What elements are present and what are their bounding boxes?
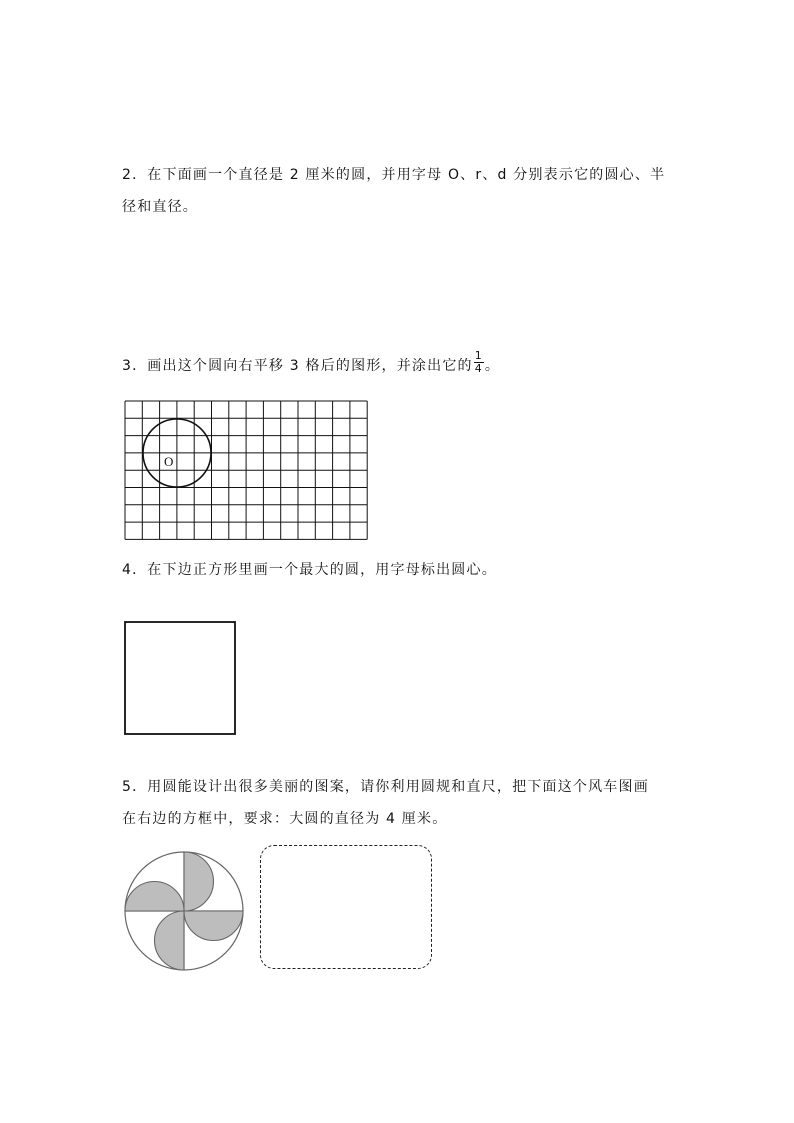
question-2	[122, 159, 682, 223]
question-3-text-end: 。	[484, 358, 501, 374]
question-4-line-1: 4．在下边正方形里画一个最大的圆，用字母标出圆心。	[122, 562, 497, 578]
fraction-denominator: 4	[474, 361, 483, 375]
question-2-line-2: 径和直径。	[122, 199, 198, 215]
question-4	[122, 554, 682, 586]
fraction-numerator: 1	[474, 348, 483, 362]
pinwheel-blade-left	[125, 882, 184, 912]
question-3-text: 3．画出这个圆向右平移 3 格后的图形，并涂出它的	[122, 358, 473, 374]
square-figure	[124, 621, 237, 735]
pinwheel-blade-bottom	[155, 911, 185, 970]
question-5	[122, 771, 682, 835]
question-3	[122, 350, 682, 382]
answer-square	[125, 622, 235, 734]
pinwheel-figure	[123, 850, 245, 972]
answer-drawing-frame	[260, 845, 432, 969]
grid-lines	[125, 401, 367, 539]
question-5-line-1: 5．用圆能设计出很多美丽的图案，请你利用圆规和直尺，把下面这个风车图画	[122, 779, 649, 795]
question-5-line-2: 在右边的方框中，要求：大圆的直径为 4 厘米。	[122, 811, 448, 827]
question-2-line-1: 2．在下面画一个直径是 2 厘米的圆，并用字母 O、r、d 分别表示它的圆心、半	[122, 167, 666, 183]
circle-center-label: O	[164, 454, 174, 469]
fraction-one-quarter	[474, 350, 484, 375]
grid-figure	[124, 400, 369, 540]
pinwheel-blade-right	[184, 911, 243, 941]
pinwheel-blade-top	[184, 852, 214, 911]
